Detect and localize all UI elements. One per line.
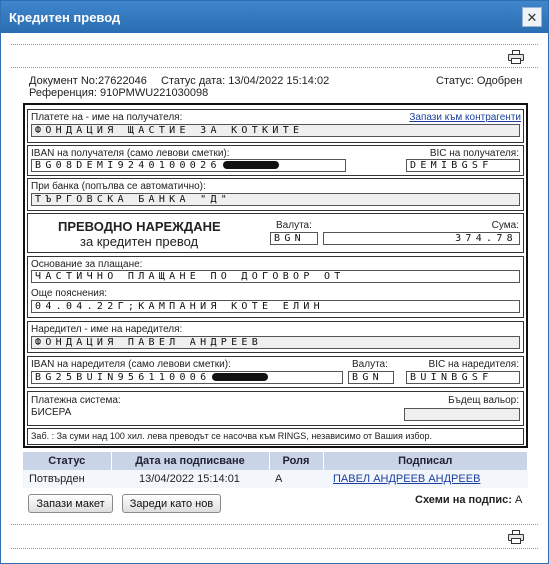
payee-name-section [27, 109, 524, 143]
payer-currency-field[interactable]: BGN [348, 371, 394, 384]
payer-bic-label: BIC на наредителя: [428, 359, 519, 370]
basis-field[interactable]: ЧАСТИЧНО ПЛАЩАНЕ ПО ДОГОВОР ОТ [31, 270, 520, 283]
payment-order-form [23, 103, 528, 448]
col-sign-date: Дата на подписване [111, 452, 269, 470]
status-date: Статус дата: 13/04/2022 15:14:02 [161, 75, 330, 87]
col-signer: Подписал [323, 452, 528, 470]
payee-name-label: Платете на - име на получателя: [31, 112, 183, 123]
payer-iban-value: BG25BUIN956110006 [35, 372, 211, 383]
signature-schemes-value: А [515, 494, 523, 506]
dialog-title: Кредитен превод [9, 9, 121, 25]
payee-iban-field[interactable] [31, 159, 346, 172]
signatures-header-row [23, 452, 528, 470]
header-divider [11, 67, 538, 68]
dialog-titlebar [1, 1, 548, 33]
payee-bic-field[interactable]: DEMIBGSF [406, 159, 520, 172]
signatures-table [23, 452, 528, 488]
row-status: Потвърден [23, 470, 111, 488]
print-icon-bottom[interactable] [508, 530, 524, 544]
order-title-section [27, 213, 524, 253]
signature-schemes-label: Схеми на подпис: [415, 494, 512, 506]
payment-system-value: БИСЕРА [31, 407, 72, 418]
currency-field[interactable]: BGN [270, 232, 318, 245]
future-value-date-label: Бъдещ вальор: [448, 395, 519, 406]
col-status: Статус [23, 452, 111, 470]
bank-field: ТЪРГОВСКА БАНКА "Д" [31, 193, 520, 206]
payer-iban-section [27, 356, 524, 388]
payee-bic-label: BIC на получателя: [429, 148, 519, 159]
payer-name-section [27, 321, 524, 353]
more-field[interactable]: 04.04.22Г;КАМПАНИЯ КОТЕ ЕЛИН [31, 300, 520, 313]
redaction-mark [223, 161, 279, 169]
bank-label: При банка (попълва се автоматично): [31, 181, 206, 192]
payer-name-label: Наредител - име на наредителя: [31, 324, 183, 335]
close-button[interactable]: ✕ [522, 7, 542, 27]
payer-bic-field[interactable]: BUINBGSF [406, 371, 520, 384]
basis-label: Основание за плащане: [31, 259, 143, 270]
save-template-button[interactable]: Запази макет [28, 494, 113, 513]
more-label: Още пояснения: [31, 288, 108, 299]
save-to-contractors-link[interactable]: Запази към контрагенти [409, 112, 521, 123]
footer-divider [11, 548, 538, 549]
payee-name-field[interactable]: ФОНДАЦИЯ ЩАСТИЕ ЗА КОТКИТЕ [31, 124, 520, 137]
payer-iban-label: IBAN на наредителя (само левови сметки): [31, 359, 231, 370]
row-role: А [269, 470, 323, 488]
load-as-new-button[interactable]: Зареди като нов [122, 494, 221, 513]
rings-note: Заб. : За суми над 100 хил. лева преводът се насочва към RINGS, независимо от Вашия избор. [31, 431, 433, 441]
payment-basis-section [27, 256, 524, 318]
top-divider [11, 44, 538, 45]
payer-currency-label: Валута: [352, 359, 388, 370]
order-title: ПРЕВОДНО НАРЕЖДАНЕ [58, 219, 221, 234]
document-number: Документ No:27622046 [29, 75, 147, 87]
row-date: 13/04/2022 15:14:01 [111, 470, 269, 488]
redaction-mark [212, 373, 268, 381]
order-subtitle: за кредитен превод [80, 234, 199, 249]
currency-label: Валута: [276, 220, 312, 231]
amount-field[interactable]: 374.78 [323, 232, 520, 245]
bottom-divider [11, 524, 538, 525]
table-row [23, 470, 528, 488]
bank-section [27, 178, 524, 211]
reference: Референция: 910PMWU221030098 [29, 87, 209, 99]
status-text: Статус: Одобрен [436, 75, 523, 87]
amount-label: Сума: [491, 220, 519, 231]
future-value-date-field[interactable] [404, 408, 520, 421]
print-icon[interactable] [508, 50, 524, 64]
signer-link[interactable]: ПАВЕЛ АНДРЕЕВ АНДРЕЕВ [333, 473, 481, 485]
payer-iban-field[interactable] [31, 371, 343, 384]
payment-system-label: Платежна система: [31, 395, 121, 406]
payee-iban-value: BG08DEMI9240100026 [35, 160, 221, 171]
payee-iban-label: IBAN на получателя (само левови сметки): [31, 148, 230, 159]
payee-iban-section [27, 145, 524, 176]
payer-name-field: ФОНДАЦИЯ ПАВЕЛ АНДРЕЕВ [31, 336, 520, 349]
note-section [27, 428, 524, 445]
payment-system-section [27, 391, 524, 426]
col-role: Роля [269, 452, 323, 470]
